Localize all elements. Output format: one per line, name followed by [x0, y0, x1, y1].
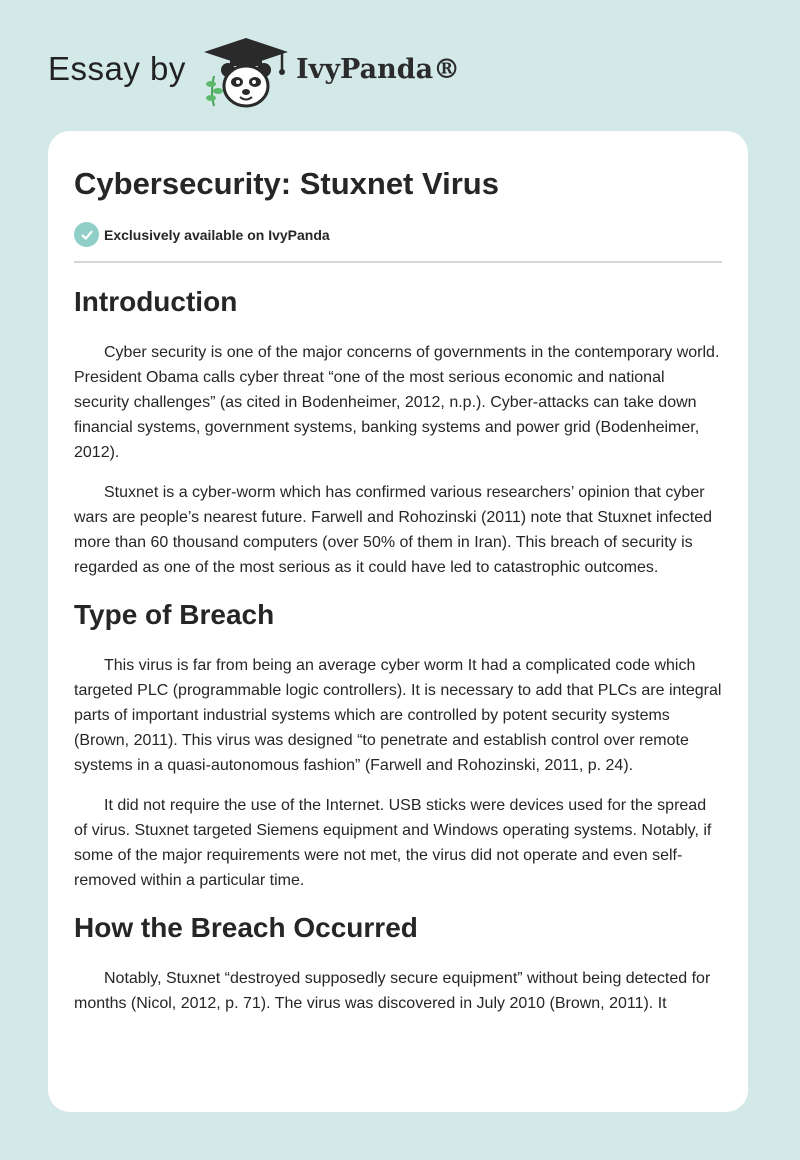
- section-heading-introduction: Introduction: [74, 286, 238, 317]
- essay-title: Cybersecurity: Stuxnet Virus: [74, 166, 499, 201]
- essay-card: [48, 131, 748, 1112]
- essay-by-label: Essay by: [48, 50, 186, 87]
- badge-label: Exclusively available on IvyPanda: [104, 226, 330, 243]
- paragraph: Stuxnet is a cyber-worm which has confirmed various researchers’ opinion that cyber wars are people’s nearest future. Farwell and Rohozinski (2011) note that Stuxnet infected more than 60 thousand computers (over 50% of them in Iran). This breach of security is regarded as one of the most serious as it could have led to catastrophic outcomes.: [74, 484, 712, 576]
- essay-body: [74, 282, 722, 1016]
- check-icon: [74, 222, 99, 247]
- site-header: [48, 30, 508, 110]
- section-heading-type-of-breach: Type of Breach: [74, 599, 275, 630]
- ivypanda-logo-icon[interactable]: [200, 36, 292, 112]
- divider: [74, 261, 722, 263]
- section-heading-how-breach-occurred: How the Breach Occurred: [74, 912, 418, 943]
- paragraph: This virus is far from being an average cyber worm It had a complicated code which targeted PLC (programmable logic controllers). It is necessary to add that PLCs are integral parts of important industrial systems which are controlled by potent security systems (Brown, 2011). This virus was designed “to penetrate and establish control over remote systems in a quasi-autonomous fashion” (Farwell and Rohozinski, 2011, p. 24).: [74, 657, 722, 774]
- paragraph: It did not require the use of the Internet. USB sticks were devices used for the spread of virus. Stuxnet targeted Siemens equipment and Windows operating systems. Notably, if some of the major requirements were not met, the virus did not operate and even self-removed within a particular time.: [74, 797, 712, 889]
- paragraph: Notably, Stuxnet “destroyed supposedly secure equipment” without being detected for months (Nicol, 2012, p. 71). The virus was discovered in July 2010 (Brown, 2011). It: [74, 970, 711, 1012]
- paragraph: Cyber security is one of the major concerns of governments in the contemporary world. President Obama calls cyber threat “one of the most serious economic and national security challenges” (as cited in Bodenheimer, 2012, n.p.). Cyber-attacks can take down financial systems, government systems, banking systems and power grid (Bodenheimer, 2012).: [74, 344, 720, 461]
- brand-name[interactable]: IvyPanda®: [296, 54, 461, 85]
- exclusive-badge: [74, 222, 330, 247]
